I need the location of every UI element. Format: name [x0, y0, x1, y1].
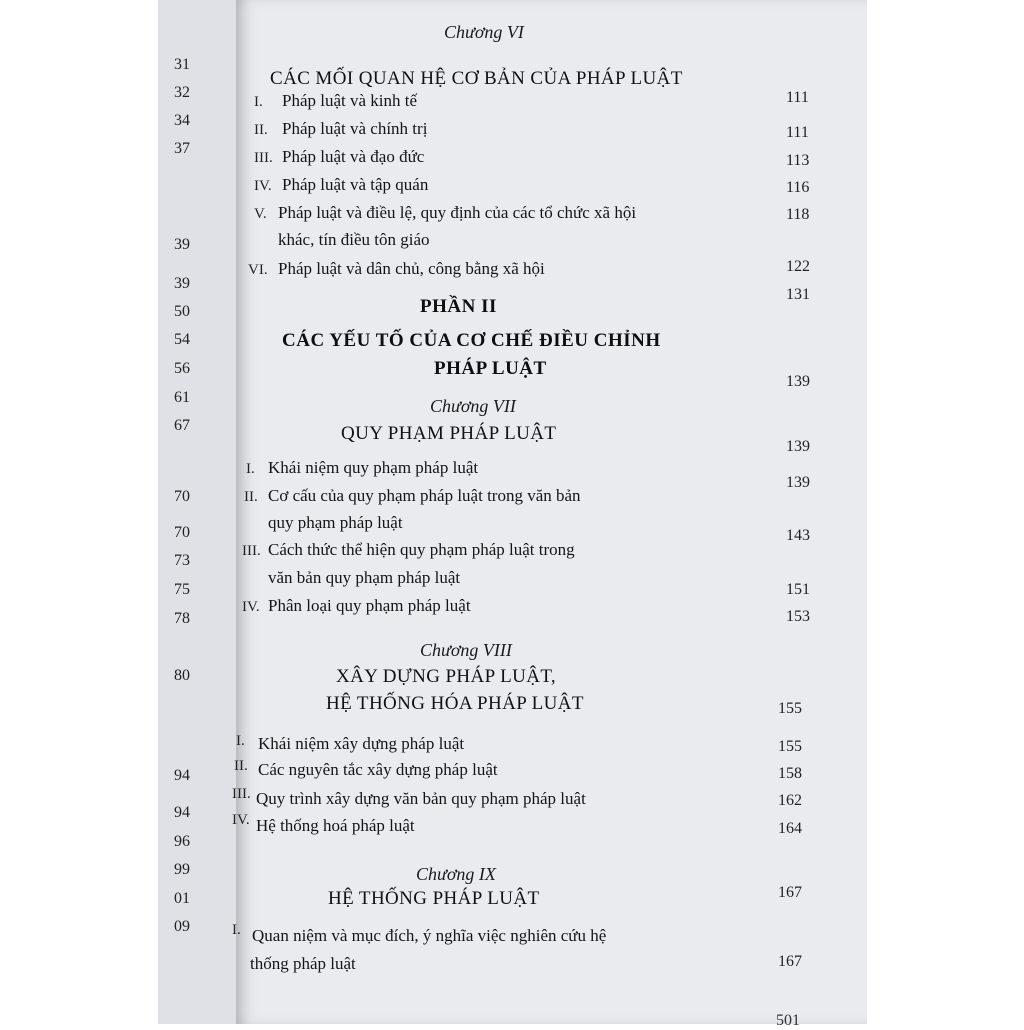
chapter-title: CÁC MỐI QUAN HỆ CƠ BẢN CỦA PHÁP LUẬT — [270, 68, 683, 89]
left-number: 50 — [174, 303, 190, 320]
left-number: 94 — [174, 767, 190, 784]
entry-page: 167 — [778, 884, 802, 901]
entry-page: 151 — [786, 581, 810, 598]
entry-number: IV. — [232, 812, 250, 828]
entry-page: 113 — [786, 152, 810, 169]
chapter-label: Chương IX — [416, 864, 496, 884]
entry-page: 167 — [778, 953, 802, 970]
left-number: 32 — [174, 84, 190, 101]
left-number: 70 — [174, 524, 190, 541]
entry-page: 139 — [786, 373, 810, 390]
entry-text: Pháp luật và chính trị — [282, 119, 428, 138]
left-number: 99 — [174, 861, 190, 878]
entry-number: III. — [242, 543, 261, 559]
entry-text: Quan niệm và mục đích, ý nghĩa việc nghiên cứu hệ — [252, 926, 607, 945]
chapter-title-continued: HỆ THỐNG HÓA PHÁP LUẬT — [326, 693, 584, 714]
part-heading: PHẦN II — [420, 296, 497, 317]
entry-number: V. — [254, 206, 267, 222]
chapter-title: XÂY DỰNG PHÁP LUẬT, — [336, 666, 557, 687]
entry-text: Pháp luật và kinh tế — [282, 91, 418, 110]
left-number: 78 — [174, 610, 190, 627]
part-title: CÁC YẾU TỐ CỦA CƠ CHẾ ĐIỀU CHỈNH — [282, 330, 661, 351]
left-number: 56 — [174, 360, 190, 377]
part-title-continued: PHÁP LUẬT — [434, 358, 547, 379]
entry-text: Cách thức thể hiện quy phạm pháp luật trong — [268, 540, 575, 559]
entry-number: VI. — [248, 262, 268, 278]
left-number: 94 — [174, 804, 190, 821]
left-number: 39 — [174, 236, 190, 253]
entry-page: 111 — [786, 124, 809, 141]
entry-text: Quy trình xây dựng văn bản quy phạm pháp luật — [256, 789, 586, 808]
entry-page: 164 — [778, 820, 802, 837]
entry-number: II. — [234, 758, 248, 774]
entry-page: 111 — [786, 89, 809, 106]
footer-page-number: 501 — [776, 1012, 800, 1029]
entry-page: 155 — [778, 700, 802, 717]
left-number: 80 — [174, 667, 190, 684]
entry-text: Hệ thống hoá pháp luật — [256, 816, 415, 835]
entry-text-continued: quy phạm pháp luật — [268, 513, 403, 532]
entry-text: Cơ cấu của quy phạm pháp luật trong văn bản — [268, 486, 581, 505]
entry-number: I. — [246, 461, 255, 477]
left-page — [158, 0, 248, 1024]
entry-number: I. — [236, 733, 245, 749]
entry-text-continued: khác, tín điều tôn giáo — [278, 230, 430, 249]
left-number: 37 — [174, 140, 190, 157]
left-number: 01 — [174, 890, 190, 907]
entry-number: I. — [254, 94, 263, 110]
left-number: 39 — [174, 275, 190, 292]
entry-number: III. — [232, 786, 251, 802]
entry-text: Phân loại quy phạm pháp luật — [268, 596, 471, 615]
entry-text: Pháp luật và đạo đức — [282, 147, 425, 166]
entry-page: 139 — [786, 438, 810, 455]
entry-number: II. — [244, 489, 258, 505]
left-number: 31 — [174, 56, 190, 73]
entry-text: Các nguyên tắc xây dựng pháp luật — [258, 760, 498, 779]
left-number: 96 — [174, 833, 190, 850]
entry-text: Pháp luật và dân chủ, công bằng xã hội — [278, 259, 545, 278]
entry-page: 153 — [786, 608, 810, 625]
entry-text: Pháp luật và điều lệ, quy định của các tổ chức xã hội — [278, 203, 637, 222]
chapter-title: QUY PHẠM PHÁP LUẬT — [341, 423, 557, 444]
entry-page: 162 — [778, 792, 802, 809]
entry-page: 131 — [786, 286, 810, 303]
entry-page: 122 — [786, 258, 810, 275]
entry-number: II. — [254, 122, 268, 138]
entry-page: 118 — [786, 206, 810, 223]
entry-page: 139 — [786, 474, 810, 491]
entry-text: Khái niệm quy phạm pháp luật — [268, 458, 479, 477]
left-number: 70 — [174, 488, 190, 505]
entry-text: Pháp luật và tập quán — [282, 175, 429, 194]
left-number: 67 — [174, 417, 190, 434]
entry-page: 158 — [778, 765, 802, 782]
left-number: 75 — [174, 581, 190, 598]
chapter-label: Chương VIII — [420, 640, 512, 660]
entry-number: III. — [254, 150, 273, 166]
entry-number: IV. — [254, 178, 272, 194]
left-number: 54 — [174, 331, 190, 348]
left-number: 61 — [174, 389, 190, 406]
entry-page: 116 — [786, 179, 810, 196]
entry-number: IV. — [242, 599, 260, 615]
chapter-label: Chương VI — [444, 22, 524, 42]
entry-number: I. — [232, 922, 241, 938]
entry-page: 143 — [786, 527, 810, 544]
left-number: 73 — [174, 552, 190, 569]
left-number: 09 — [174, 918, 190, 935]
entry-text-continued: văn bản quy phạm pháp luật — [268, 568, 461, 587]
entry-text: Khái niệm xây dựng pháp luật — [258, 734, 465, 753]
chapter-label: Chương VII — [430, 396, 516, 416]
entry-text-continued: thống pháp luật — [250, 954, 356, 973]
chapter-title: HỆ THỐNG PHÁP LUẬT — [328, 888, 540, 909]
entry-page: 155 — [778, 738, 802, 755]
left-number: 34 — [174, 112, 190, 129]
